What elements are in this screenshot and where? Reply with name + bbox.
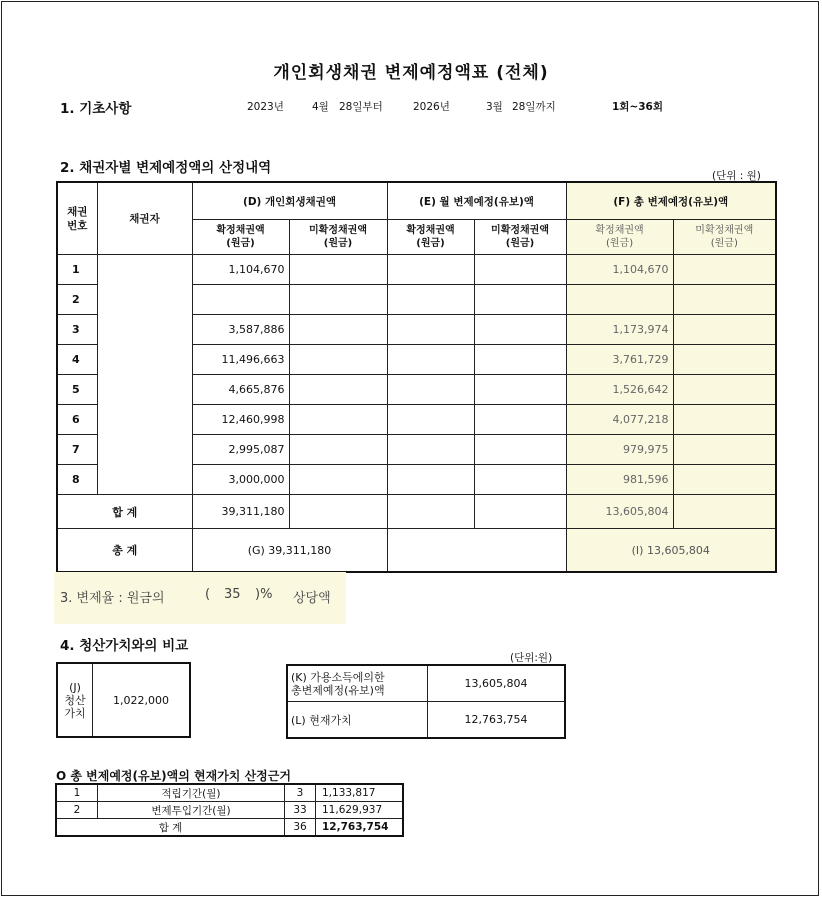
pv-sum-label: 합 계 xyxy=(56,819,285,837)
row-e-confirmed xyxy=(387,435,474,465)
start-year: 2023년 xyxy=(247,101,284,113)
header-e-unconfirmed: 미확정채권액 (원금) xyxy=(474,220,566,255)
row-d-confirmed xyxy=(192,285,289,315)
pv-sum-months: 36 xyxy=(285,819,316,837)
row-f-confirmed: 1,104,670 xyxy=(566,255,673,285)
row-e-unconfirmed xyxy=(474,255,566,285)
header-e-confirmed: 확정채권액 (원금) xyxy=(387,220,474,255)
sum-f: 13,605,804 xyxy=(566,495,673,529)
row-no: 1 xyxy=(57,255,97,285)
row-f-unconfirmed xyxy=(673,375,776,405)
row-f-confirmed: 981,596 xyxy=(566,465,673,495)
pv-row-name: 적립기간(월) xyxy=(98,784,285,802)
row-e-unconfirmed xyxy=(474,465,566,495)
row-no: 5 xyxy=(57,375,97,405)
rate-close: )% xyxy=(255,587,273,602)
header-creditor: 채권자 xyxy=(97,182,192,255)
section2-unit: (단위 : 원) xyxy=(712,170,761,182)
row-no: 6 xyxy=(57,405,97,435)
section4-label: 4. 청산가치와의 비교 xyxy=(60,638,189,654)
rate-suffix: 상당액 xyxy=(293,591,331,606)
header-f-unconfirmed: 미확정채권액 (원금) xyxy=(673,220,776,255)
row-d-unconfirmed xyxy=(289,285,387,315)
row-no: 2 xyxy=(57,285,97,315)
section1-label: 1. 기초사항 xyxy=(60,101,132,117)
row-no: 4 xyxy=(57,345,97,375)
pv-row xyxy=(56,802,403,819)
row-e-confirmed xyxy=(387,315,474,345)
row-d-confirmed: 12,460,998 xyxy=(192,405,289,435)
section3-label: 3. 변제율 : 원금의 xyxy=(60,591,165,606)
total-label: 총 계 xyxy=(57,529,192,573)
row-d-unconfirmed xyxy=(289,375,387,405)
row-f-unconfirmed xyxy=(673,255,776,285)
row-no: 3 xyxy=(57,315,97,345)
comparison-table xyxy=(286,664,566,739)
pv-row-name: 변제투입기간(월) xyxy=(98,802,285,819)
row-d-confirmed: 4,665,876 xyxy=(192,375,289,405)
row-e-confirmed xyxy=(387,285,474,315)
start-day: 28일부터 xyxy=(339,101,383,113)
end-year: 2026년 xyxy=(413,101,450,113)
rate-value: 35 xyxy=(224,587,241,602)
header-f-confirmed: 확정채권액 (원금) xyxy=(566,220,673,255)
row-f-confirmed: 4,077,218 xyxy=(566,405,673,435)
sum-d-unconfirmed xyxy=(289,495,387,529)
total-i: (I) 13,605,804 xyxy=(566,529,776,573)
row-e-confirmed xyxy=(387,255,474,285)
present-value-table xyxy=(55,783,404,837)
pv-row-no: 1 xyxy=(56,784,98,802)
row-d-confirmed: 11,496,663 xyxy=(192,345,289,375)
rate-open: ( xyxy=(205,587,211,602)
start-month: 4월 xyxy=(312,101,329,113)
row-d-confirmed: 1,104,670 xyxy=(192,255,289,285)
j-label: (J) 청산 가치 xyxy=(57,663,93,737)
section4-unit: (단위:원) xyxy=(510,652,553,664)
header-e: (E) 월 변제예정(유보)액 xyxy=(387,182,566,220)
row-f-unconfirmed xyxy=(673,435,776,465)
row-f-confirmed xyxy=(566,285,673,315)
round-range: 1회~36회 xyxy=(612,101,664,113)
row-e-unconfirmed xyxy=(474,375,566,405)
sum-e xyxy=(387,495,474,529)
row-f-unconfirmed xyxy=(673,285,776,315)
row-e-unconfirmed xyxy=(474,285,566,315)
k-label: (K) 가용소득에의한 총변제예정(유보)액 xyxy=(287,665,428,702)
row-d-confirmed: 3,000,000 xyxy=(192,465,289,495)
j-value: 1,022,000 xyxy=(93,663,191,737)
row-d-unconfirmed xyxy=(289,405,387,435)
end-month: 3월 xyxy=(486,101,503,113)
pv-row-amount: 1,133,817 xyxy=(316,784,404,802)
page-title: 개인회생채권 변제예정액표 (전체) xyxy=(273,63,549,83)
sum-f-unconfirmed xyxy=(673,495,776,529)
pv-row-amount: 11,629,937 xyxy=(316,802,404,819)
row-d-unconfirmed xyxy=(289,345,387,375)
row-f-confirmed: 3,761,729 xyxy=(566,345,673,375)
row-e-confirmed xyxy=(387,405,474,435)
row-f-confirmed: 1,173,974 xyxy=(566,315,673,345)
total-e xyxy=(387,529,566,573)
k-value: 13,605,804 xyxy=(428,665,566,702)
row-d-unconfirmed xyxy=(289,465,387,495)
row-f-unconfirmed xyxy=(673,405,776,435)
liquidation-value-table xyxy=(56,662,191,738)
row-d-confirmed: 3,587,886 xyxy=(192,315,289,345)
l-value: 12,763,754 xyxy=(428,702,566,739)
row-e-confirmed xyxy=(387,465,474,495)
sum-d: 39,311,180 xyxy=(192,495,289,529)
table-row xyxy=(57,255,776,285)
header-d: (D) 개인회생채권액 xyxy=(192,182,387,220)
header-no: 채권 번호 xyxy=(57,182,97,255)
row-d-unconfirmed xyxy=(289,255,387,285)
header-d-unconfirmed: 미확정채권액 (원금) xyxy=(289,220,387,255)
row-e-unconfirmed xyxy=(474,405,566,435)
header-d-confirmed: 확정채권액 (원금) xyxy=(192,220,289,255)
row-f-unconfirmed xyxy=(673,465,776,495)
section2-label: 2. 채권자별 변제예정액의 산정내역 xyxy=(60,160,272,176)
row-creditor xyxy=(97,255,192,495)
pv-row-no: 2 xyxy=(56,802,98,819)
row-f-confirmed: 979,975 xyxy=(566,435,673,465)
sum-e-unconfirmed xyxy=(474,495,566,529)
pv-sum-amount: 12,763,754 xyxy=(316,819,404,837)
pv-row xyxy=(56,784,403,802)
pv-row-months: 33 xyxy=(285,802,316,819)
pv-row-months: 3 xyxy=(285,784,316,802)
total-g: (G) 39,311,180 xyxy=(192,529,387,573)
row-f-unconfirmed xyxy=(673,345,776,375)
end-day: 28일까지 xyxy=(512,101,556,113)
row-e-unconfirmed xyxy=(474,435,566,465)
row-d-unconfirmed xyxy=(289,435,387,465)
sum-label: 합 계 xyxy=(57,495,192,529)
repayment-table xyxy=(56,181,777,573)
row-e-confirmed xyxy=(387,345,474,375)
row-d-unconfirmed xyxy=(289,315,387,345)
row-no: 8 xyxy=(57,465,97,495)
present-value-label: O 총 변제예정(유보)액의 현재가치 산정근거 xyxy=(56,769,291,783)
row-e-confirmed xyxy=(387,375,474,405)
row-f-confirmed: 1,526,642 xyxy=(566,375,673,405)
l-label: (L) 현재가치 xyxy=(287,702,428,739)
row-f-unconfirmed xyxy=(673,315,776,345)
row-d-confirmed: 2,995,087 xyxy=(192,435,289,465)
row-e-unconfirmed xyxy=(474,345,566,375)
row-no: 7 xyxy=(57,435,97,465)
row-e-unconfirmed xyxy=(474,315,566,345)
header-f: (F) 총 변제예정(유보)액 xyxy=(566,182,776,220)
